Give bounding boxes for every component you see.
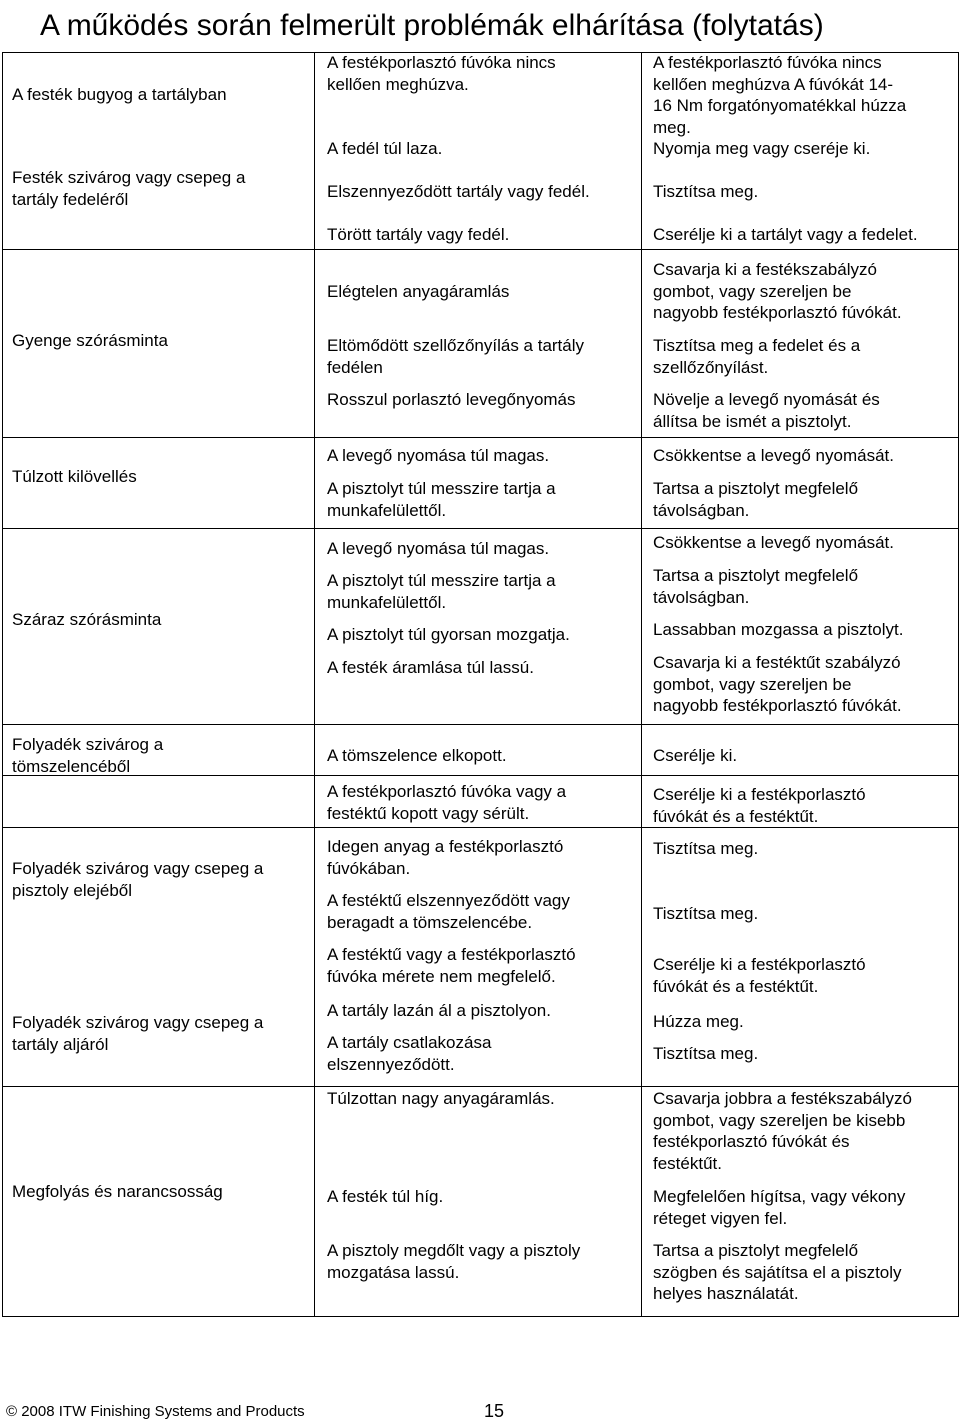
solution-cell: Húzza meg. bbox=[653, 1012, 744, 1031]
column-divider bbox=[641, 52, 642, 1316]
problem-cell: Száraz szórásminta bbox=[12, 610, 162, 629]
solution-cell: Tisztítsa meg. bbox=[653, 182, 759, 201]
solution-cell: Cserélje ki a festékporlasztó fúvókát és a festéktűt. bbox=[653, 955, 866, 996]
solution-cell: Tisztítsa meg. bbox=[653, 904, 759, 923]
table-border-right bbox=[958, 52, 959, 1316]
cause-cell: A pisztolyt túl messzire tartja a munkafelülettől. bbox=[327, 571, 556, 612]
solution-cell: Tartsa a pisztolyt megfelelő távolságban. bbox=[653, 566, 859, 607]
cause-cell: Elszennyeződött tartály vagy fedél. bbox=[327, 182, 590, 201]
problem-cell: Festék szivárog vagy csepeg a tartály fedeléről bbox=[12, 168, 246, 209]
solution-cell: Csavarja ki a festékszabályzó gombot, vagy szereljen be nagyobb festékporlasztó fúvókát. bbox=[653, 260, 902, 322]
cause-cell: A tömszelence elkopott. bbox=[327, 746, 507, 765]
cause-cell: A festékporlasztó fúvóka nincs kellően meghúzva. bbox=[327, 53, 556, 94]
cause-cell: Túlzottan nagy anyagáramlás. bbox=[327, 1089, 555, 1108]
problem-cell: Folyadék szivárog vagy csepeg a pisztoly elejéből bbox=[12, 859, 264, 900]
problem-cell: Folyadék szivárog vagy csepeg a tartály aljáról bbox=[12, 1013, 264, 1054]
cause-cell: A levegő nyomása túl magas. bbox=[327, 446, 550, 465]
problem-cell: Megfolyás és narancsosság bbox=[12, 1182, 223, 1201]
cause-cell: Törött tartály vagy fedél. bbox=[327, 225, 510, 244]
solution-cell: Cserélje ki a tartályt vagy a fedelet. bbox=[653, 225, 918, 244]
page-title: A működés során felmerült problémák elhárítása (folytatás) bbox=[40, 9, 824, 42]
footer-copyright: © 2008 ITW Finishing Systems and Products bbox=[6, 1403, 305, 1420]
cause-cell: A festékporlasztó fúvóka vagy a festéktű kopott vagy sérült. bbox=[327, 782, 567, 823]
cause-cell: A pisztolyt túl messzire tartja a munkafelülettől. bbox=[327, 479, 556, 520]
solution-cell: Lassabban mozgassa a pisztolyt. bbox=[653, 620, 904, 639]
cause-cell: A festék áramlása túl lassú. bbox=[327, 658, 534, 677]
solution-cell: Tartsa a pisztolyt megfelelő távolságban. bbox=[653, 479, 859, 520]
problem-cell: Túlzott kilövellés bbox=[12, 467, 137, 486]
solution-cell: Cserélje ki. bbox=[653, 746, 738, 765]
solution-cell: Csökkentse a levegő nyomását. bbox=[653, 533, 894, 552]
solution-cell: Tisztítsa meg. bbox=[653, 1044, 759, 1063]
cause-cell: A pisztolyt túl gyorsan mozgatja. bbox=[327, 625, 570, 644]
cause-cell: A fedél túl laza. bbox=[327, 139, 443, 158]
cause-cell: Rosszul porlasztó levegőnyomás bbox=[327, 390, 576, 409]
row-divider bbox=[2, 437, 959, 438]
row-divider bbox=[2, 724, 959, 725]
cause-cell: A levegő nyomása túl magas. bbox=[327, 539, 550, 558]
row-divider bbox=[2, 1086, 959, 1087]
column-divider bbox=[314, 52, 315, 1316]
cause-cell: A festéktű vagy a festékporlasztó fúvóka mérete nem megfelelő. bbox=[327, 945, 576, 986]
cause-cell: A tartály lazán ál a pisztolyon. bbox=[327, 1001, 551, 1020]
cause-cell: Elégtelen anyagáramlás bbox=[327, 282, 510, 301]
solution-cell: Megfelelően hígítsa, vagy vékony réteget vigyen fel. bbox=[653, 1187, 906, 1228]
solution-cell: Nyomja meg vagy cseréje ki. bbox=[653, 139, 871, 158]
problem-cell: A festék bugyog a tartályban bbox=[12, 85, 227, 104]
solution-cell: Tisztítsa meg. bbox=[653, 839, 759, 858]
cause-cell: A festéktű elszennyeződött vagy beragadt a tömszelencébe. bbox=[327, 891, 570, 932]
row-divider bbox=[2, 827, 959, 828]
page-number: 15 bbox=[484, 1401, 505, 1421]
solution-cell: Csökkentse a levegő nyomását. bbox=[653, 446, 894, 465]
solution-cell: Növelje a levegő nyomását és állítsa be ismét a pisztolyt. bbox=[653, 390, 880, 431]
row-divider bbox=[2, 528, 959, 529]
solution-cell: Csavarja ki a festéktűt szabályzó gombot, vagy szereljen be nagyobb festékporlasztó fúvókát. bbox=[653, 653, 902, 715]
row-divider bbox=[2, 249, 959, 250]
solution-cell: Tisztítsa meg a fedelet és a szellőzőnyílást. bbox=[653, 336, 861, 377]
solution-cell: Tartsa a pisztolyt megfelelő szögben és sajátítsa el a pisztoly helyes használatát. bbox=[653, 1241, 902, 1303]
problem-cell: Folyadék szivárog a tömszelencéből bbox=[12, 735, 164, 776]
solution-cell: Csavarja jobbra a festékszabályzó gombot, vagy szereljen be kisebb festékporlasztó fúvókát és festéktűt. bbox=[653, 1089, 912, 1173]
cause-cell: A pisztoly megdőlt vagy a pisztoly mozgatása lassú. bbox=[327, 1241, 581, 1282]
cause-cell: A festék túl híg. bbox=[327, 1187, 444, 1206]
problem-cell: Gyenge szórásminta bbox=[12, 331, 168, 350]
cause-cell: Eltömődött szellőzőnyílás a tartály fedélen bbox=[327, 336, 585, 377]
cause-cell: A tartály csatlakozása elszennyeződött. bbox=[327, 1033, 492, 1074]
table-border-bottom bbox=[2, 1316, 959, 1317]
solution-cell: Cserélje ki a festékporlasztó fúvókát és a festéktűt. bbox=[653, 785, 866, 826]
table-border-left bbox=[2, 52, 3, 1316]
cause-cell: Idegen anyag a festékporlasztó fúvókában. bbox=[327, 837, 564, 878]
solution-cell: A festékporlasztó fúvóka nincs kellően meghúzva A fúvókát 14- 16 Nm forgatónyomatékkal húzza meg. bbox=[653, 53, 907, 137]
